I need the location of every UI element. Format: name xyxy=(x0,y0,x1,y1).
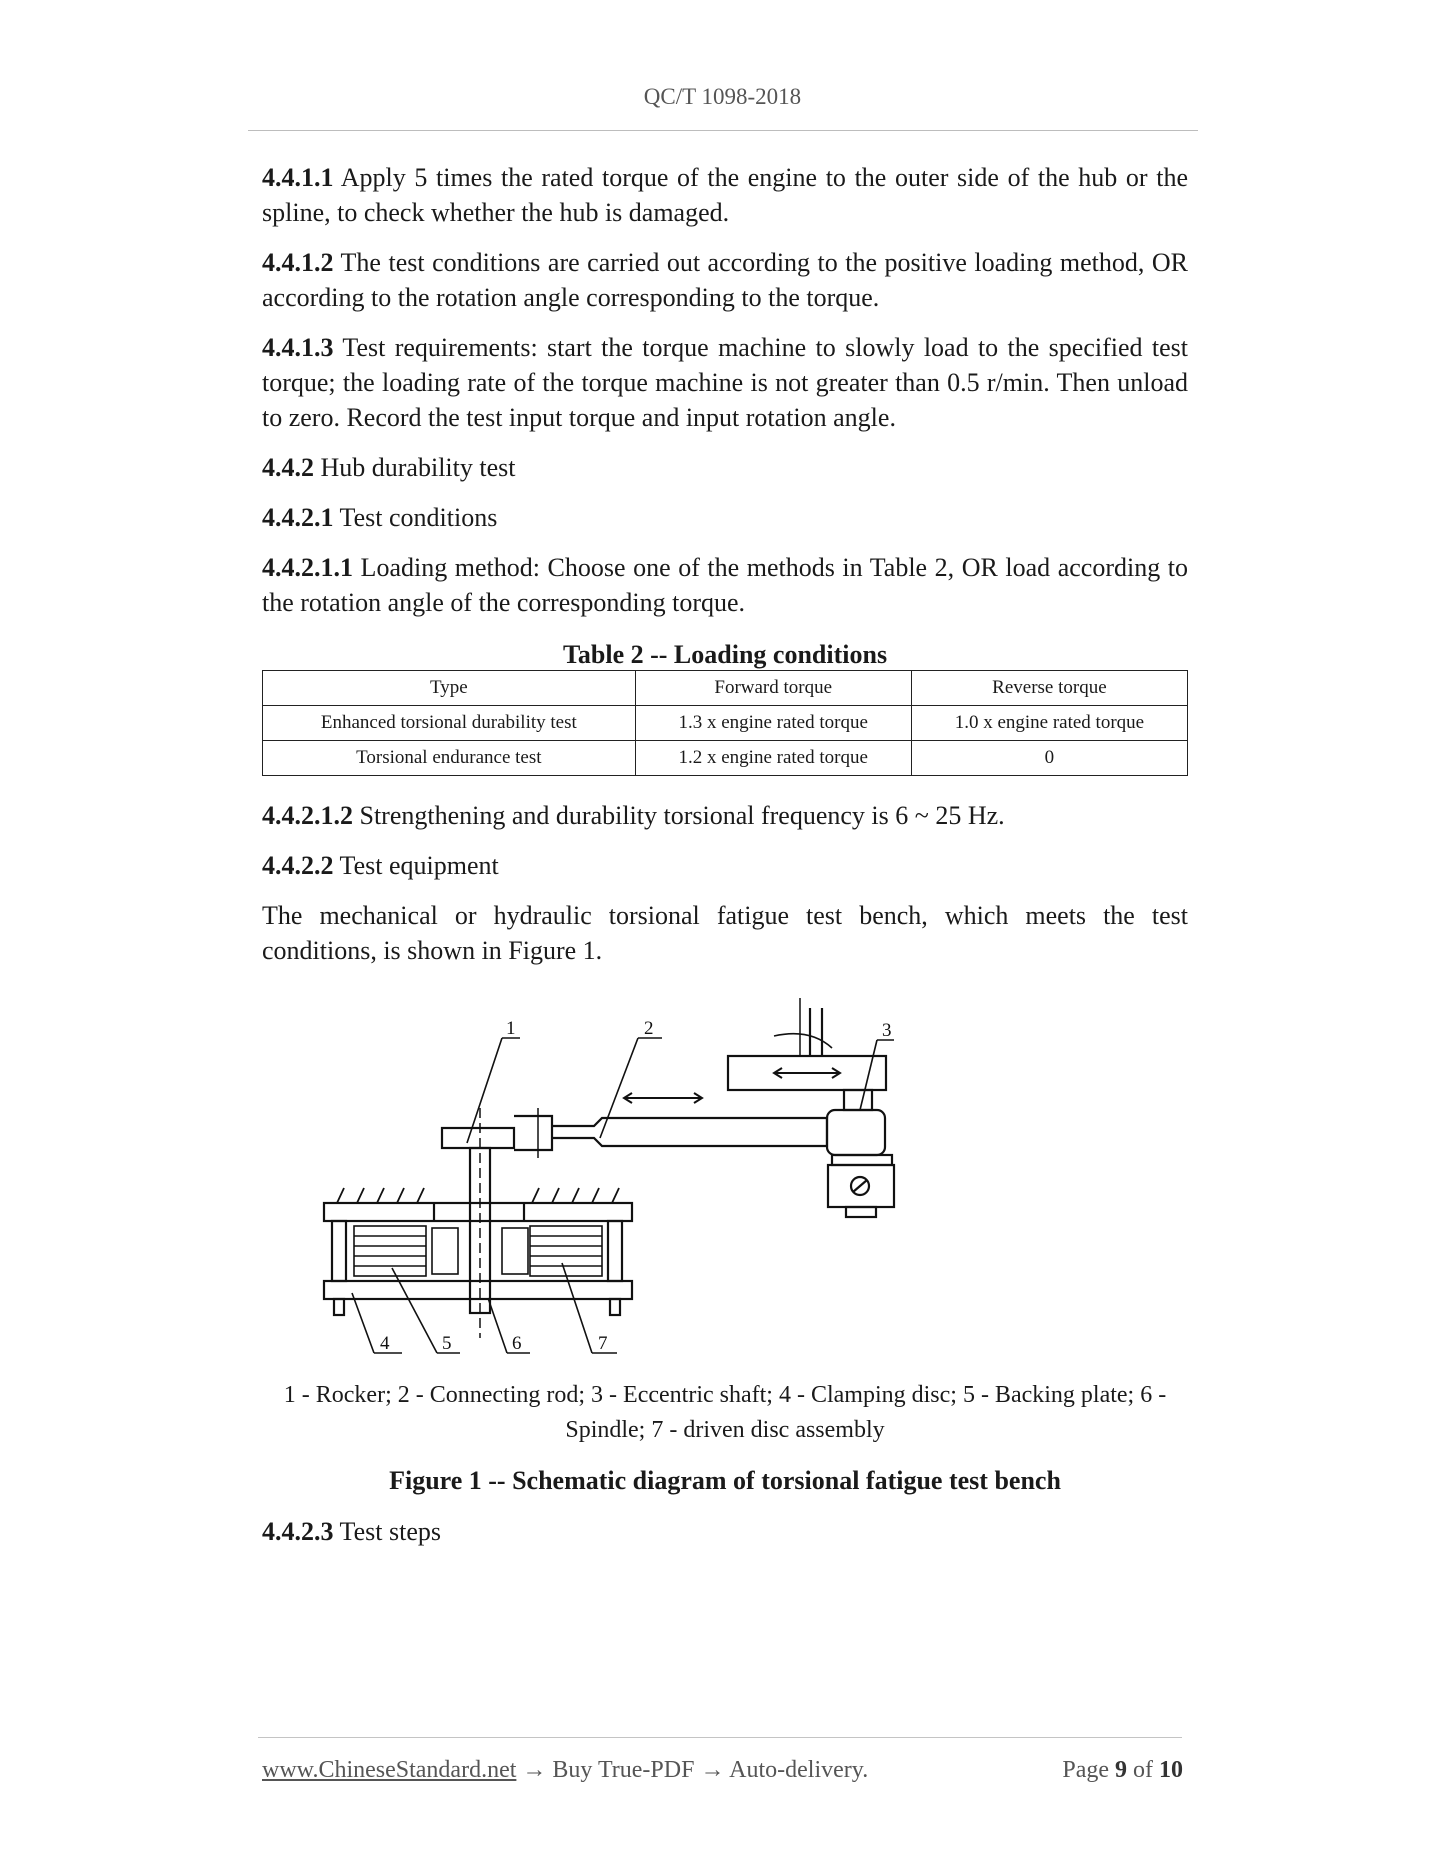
arrow: → xyxy=(694,1757,730,1783)
figure-1-diagram xyxy=(262,998,1188,1378)
clause-4-4-2-1-2 xyxy=(262,798,1188,833)
table-header-cell: Forward torque xyxy=(635,671,911,706)
clause-number: 4.4.2.1.2 xyxy=(262,801,353,830)
clause-text: Test requirements: start the torque machine to slowly load to the specified test torque; the loading rate of the torque machine is not greater than 0.5 r/min. Then unload to zero. Record the test input torque and input rotation angle. xyxy=(262,333,1188,432)
clause-text: Loading method: Choose one of the methods in Table 2, OR load according to the rotation angle of the corresponding torque. xyxy=(262,553,1188,617)
clause-number: 4.4.1.2 xyxy=(262,248,334,277)
table-cell: 1.0 x engine rated torque xyxy=(911,706,1187,741)
loading-conditions-table xyxy=(262,670,1188,776)
clause-text: Test steps xyxy=(333,1517,441,1546)
clause-4-4-2-2 xyxy=(262,848,1188,883)
of-word: of xyxy=(1133,1757,1153,1783)
connecting-rod xyxy=(552,1118,827,1146)
table-cell: Enhanced torsional durability test xyxy=(263,706,636,741)
delivery-text: Auto-delivery. xyxy=(729,1757,869,1783)
figure-label-5: 5 xyxy=(442,1333,452,1354)
clause-4-4-1-3 xyxy=(262,330,1188,435)
clause-4-4-1-2 xyxy=(262,245,1188,315)
figure-label-1: 1 xyxy=(506,1018,516,1039)
clause-4-4-1-1 xyxy=(262,160,1188,230)
buy-pdf-link[interactable]: Buy True-PDF xyxy=(552,1757,695,1783)
clause-text: Test conditions xyxy=(333,503,498,532)
page-content xyxy=(262,160,1188,1549)
clause-text: Hub durability test xyxy=(314,453,516,482)
figure-1-legend: 1 - Rocker; 2 - Connecting rod; 3 - Eccentric shaft; 4 - Clamping disc; 5 - Backing plate; 6 - Spindle; 7 - driven disc assembly xyxy=(283,1382,1167,1443)
equipment-description xyxy=(262,898,1188,968)
clause-text: Strengthening and durability torsional frequency is 6 ~ 25 Hz. xyxy=(353,801,1005,830)
page-word: Page xyxy=(1062,1757,1109,1783)
clause-text: Apply 5 times the rated torque of the engine to the outer side of the hub or the spline, to check whether the hub is damaged. xyxy=(262,163,1188,227)
clause-4-4-2 xyxy=(262,450,1188,485)
leader-lines xyxy=(352,1038,894,1353)
figure-label-4: 4 xyxy=(380,1333,390,1354)
table-header-cell: Type xyxy=(263,671,636,706)
page-total: 10 xyxy=(1159,1757,1183,1783)
rocker xyxy=(442,1128,514,1148)
table-cell: 1.3 x engine rated torque xyxy=(635,706,911,741)
clause-text: Test equipment xyxy=(333,851,499,880)
clause-text: The test conditions are carried out according to the positive loading method, OR according to the rotation angle corresponding to the torque. xyxy=(262,248,1188,312)
table-cell: 1.2 x engine rated torque xyxy=(635,741,911,776)
document-header: QC/T 1098-2018 xyxy=(643,84,802,109)
table-row xyxy=(263,741,1188,776)
table-row xyxy=(263,706,1188,741)
page-number: 9 xyxy=(1115,1757,1127,1783)
table-header-cell: Reverse torque xyxy=(911,671,1187,706)
clause-number: 4.4.2.1 xyxy=(262,503,334,532)
clause-number: 4.4.2.2 xyxy=(262,851,334,880)
table-cell: Torsional endurance test xyxy=(263,741,636,776)
table-2-title: Table 2 -- Loading conditions xyxy=(562,640,888,669)
clause-number: 4.4.2 xyxy=(262,453,314,482)
page-indicator xyxy=(1062,1757,1183,1784)
figure-label-6: 6 xyxy=(512,1333,522,1354)
paragraph-text: The mechanical or hydraulic torsional fatigue test bench, which meets the test conditions, is shown in Figure 1. xyxy=(262,901,1188,965)
clause-4-4-2-3 xyxy=(262,1514,1188,1549)
motion-arrows xyxy=(624,1068,840,1103)
clause-4-4-2-1-1 xyxy=(262,550,1188,620)
footer-divider xyxy=(258,1737,1182,1738)
torsional-test-bench-schematic xyxy=(262,998,1188,1378)
bottom-plate xyxy=(324,1281,632,1299)
figure-1-title: Figure 1 -- Schematic diagram of torsional fatigue test bench xyxy=(389,1466,1061,1495)
arrow: → xyxy=(516,1757,553,1783)
top-plate xyxy=(324,1203,632,1221)
eccentric-shaft xyxy=(827,1110,885,1155)
driven-disc-assembly xyxy=(354,1226,602,1276)
figure-label-3: 3 xyxy=(882,1020,892,1041)
footer-promo xyxy=(262,1757,868,1784)
header-divider xyxy=(248,130,1198,131)
clause-number: 4.4.1.3 xyxy=(262,333,334,362)
clause-number: 4.4.1.1 xyxy=(262,163,334,192)
figure-label-2: 2 xyxy=(644,1018,654,1039)
table-cell: 0 xyxy=(911,741,1187,776)
table-header-row xyxy=(263,671,1188,706)
clause-number: 4.4.2.1.1 xyxy=(262,553,353,582)
rocker-clevis xyxy=(514,1116,552,1150)
site-link[interactable]: www.ChineseStandard.net xyxy=(262,1757,517,1783)
mount-hatching xyxy=(337,1188,619,1203)
clause-number: 4.4.2.3 xyxy=(262,1517,334,1546)
figure-label-7: 7 xyxy=(598,1333,608,1354)
clause-4-4-2-1 xyxy=(262,500,1188,535)
